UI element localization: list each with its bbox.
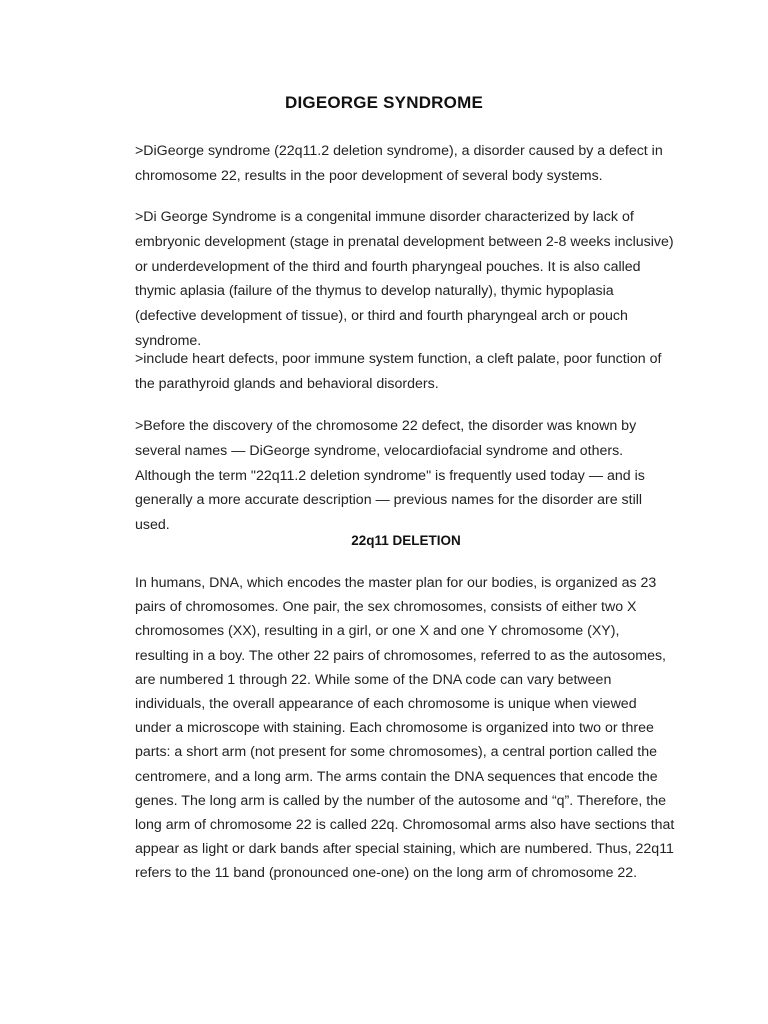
paragraph-deletion-explanation: In humans, DNA, which encodes the master plan for our bodies, is organized as 23 pairs of chromosomes. One pair, the sex chromosomes, consists of either two X chromosomes (XX), resulting in a girl, or one X and one Y chromosome (XY), resulting in a boy. The other 22 pairs of chromosomes, referred to as the autosomes, are numbered 1 through 22. While some of the DNA code can vary between individuals, the overall appearance of each chromosome is unique when viewed under a microscope with staining. Each chromosome is organized into two or three parts: a short arm (not present for some chromosomes), a central portion called the centromere, and a long arm. The arms contain the DNA sequences that encode the genes. The long arm is called by the number of the autosome and “q”. Therefore, the long arm of chromosome 22 is called 22q. Chromosomal arms also have sections that appear as light or dark bands after special staining, which are numbered. Thus, 22q11 refers to the 11 band (pronounced one-one) on the long arm of chromosome 22. [135,575,675,882]
section-heading: 22q11 DELETION [351,533,461,548]
paragraph-immune-disorder: >Di George Syndrome is a congenital immune disorder characterized by lack of embryonic development (stage in prenatal development between 2-8 weeks inclusive) or underdevelopment of the third and fourth pharyngeal pouches. It is also called thymic aplasia (failure of the thymus to develop naturally), thymic hypoplasia (defective development of tissue), or third and fourth pharyngeal arch or pouch syndrome. [135,209,674,349]
paragraph-history: >Before the discovery of the chromosome 22 defect, the disorder was known by several names — DiGeorge syndrome, velocardiofacial syndrome and others. Although the term "22q11.2 deletion syndrome" is frequently used today — and is generally a more accurate description — previous names for the disorder are still used. [135,418,645,534]
document-title: DIGEORGE SYNDROME [285,93,483,112]
paragraph-definition: >DiGeorge syndrome (22q11.2 deletion syndrome), a disorder caused by a defect in chromosome 22, results in the poor development of several body systems. [135,143,663,184]
paragraph-symptoms: >include heart defects, poor immune system function, a cleft palate, poor function of the parathyroid glands and behavioral disorders. [135,351,662,392]
